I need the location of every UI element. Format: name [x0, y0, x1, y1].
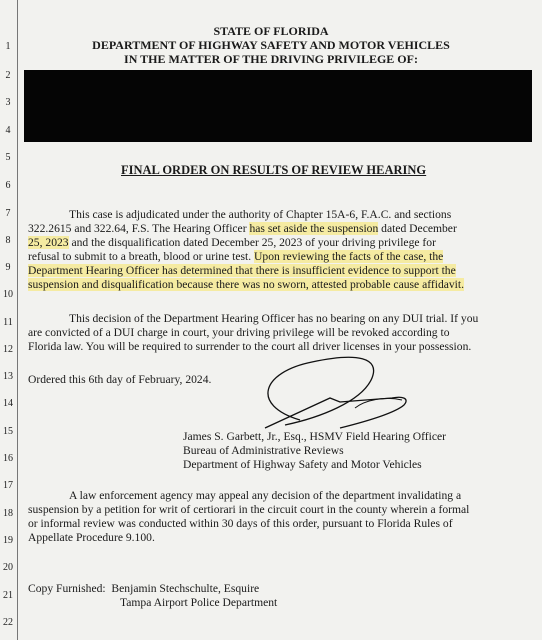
highlight: Department Hearing Officer has determined that there is insufficient evidence to support the [28, 264, 456, 277]
document-title: FINAL ORDER ON RESULTS OF REVIEW HEARING [121, 163, 427, 177]
line-number: 6 [5, 180, 11, 191]
para1-line: 322.2615 and 322.64, F.S. The Hearing Officer has set aside the suspension dated December [28, 222, 457, 235]
line-number: 22 [3, 617, 13, 628]
para2-line: Florida law. You will be required to surrender to the court all driver licenses in your possession. [28, 340, 472, 353]
line-number: 14 [3, 398, 13, 409]
para2-line: are convicted of a DUI charge in court, your driving privilege will be revoked according to [28, 326, 450, 339]
signer-department: Department of Highway Safety and Motor Vehicles [183, 458, 422, 471]
line-number: 19 [3, 535, 13, 546]
line-number: 3 [5, 97, 11, 108]
para2-line: This decision of the Department Hearing Officer has no bearing on any DUI trial. If you [69, 312, 479, 325]
line-number: 10 [3, 289, 13, 300]
highlight: has set aside the suspension [249, 222, 379, 235]
header-department: DEPARTMENT OF HIGHWAY SAFETY AND MOTOR VEHICLES [92, 38, 450, 52]
line-number: 5 [5, 152, 11, 163]
line-number: 1 [5, 41, 11, 52]
signer-name: James S. Garbett, Jr., Esq., HSMV Field Hearing Officer [183, 430, 446, 443]
highlight: suspension and disqualification because there was no sworn, attested probable cause affidavit. [28, 278, 465, 291]
line-number: 8 [5, 235, 11, 246]
line-number: 9 [5, 262, 11, 273]
para1-line: This case is adjudicated under the authority of Chapter 15A-6, F.A.C. and sections [69, 208, 452, 221]
highlight: Upon reviewing the facts of the case, the [254, 250, 444, 263]
line-number: 13 [3, 371, 13, 382]
para3-line: suspension by a petition for writ of certiorari in the circuit court in the county wherein a formal [28, 503, 470, 516]
line-number: 21 [3, 590, 13, 601]
para1-line: 25, 2023 and the disqualification dated December 25, 2023 of your driving privilege for [28, 236, 436, 249]
line-number: 17 [3, 480, 13, 491]
para3-line: A law enforcement agency may appeal any decision of the department invalidating a [69, 489, 462, 502]
line-number: 7 [5, 208, 11, 219]
para1-line: refusal to submit to a breath, blood or urine test. Upon reviewing the facts of the case, the [28, 250, 444, 263]
line-number: 18 [3, 508, 13, 519]
line-number: 20 [3, 562, 13, 573]
copy-recipient: Tampa Airport Police Department [120, 596, 278, 609]
line-number: 16 [3, 453, 13, 464]
line-number: 12 [3, 344, 13, 355]
signer-bureau: Bureau of Administrative Reviews [183, 444, 344, 457]
header-matter: IN THE MATTER OF THE DRIVING PRIVILEGE OF: [124, 52, 418, 66]
header-state: STATE OF FLORIDA [213, 24, 329, 38]
copy-furnished: Copy Furnished: Benjamin Stechschulte, Esquire [28, 582, 260, 595]
line-number: 15 [3, 426, 13, 437]
line-number: 11 [3, 317, 13, 328]
ordered-date: Ordered this 6th day of February, 2024. [28, 373, 212, 386]
para3-line: Appellate Procedure 9.100. [28, 531, 155, 544]
line-number: 4 [5, 125, 11, 136]
highlight: 25, 2023 [28, 236, 69, 249]
line-number: 2 [5, 70, 11, 81]
para3-line: or informal review was conducted within 30 days of this order, pursuant to Florida Rules of [28, 517, 453, 530]
